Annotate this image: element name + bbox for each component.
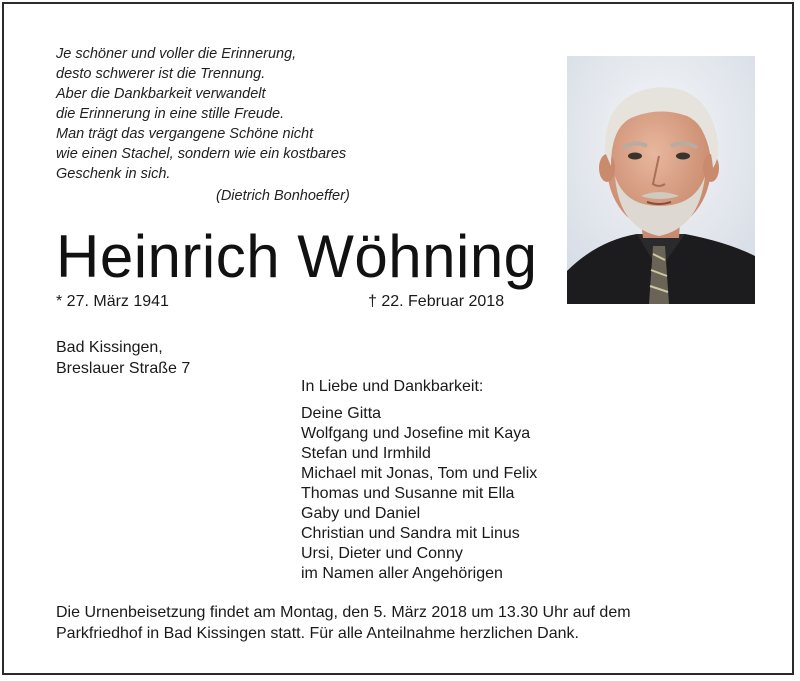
family-member: Deine Gitta [301,405,382,422]
family-member: Ursi, Dieter und Conny [301,545,463,562]
family-member: Michael mit Jonas, Tom und Felix [301,465,538,482]
poem-author: (Dietrich Bonhoeffer) [216,188,350,204]
notice-line: Die Urnenbeisetzung findet am Montag, den 5. März 2018 um 13.30 Uhr auf dem [56,604,631,621]
memorial-poem [56,44,386,206]
family-member: Wolfgang und Josefine mit Kaya [301,425,531,442]
address-city: Bad Kissingen, [56,339,163,356]
deceased-name: Heinrich Wöhning [56,223,538,290]
family-member: Stefan und Irmhild [301,445,431,462]
poem-line: desto schwerer ist die Trennung. [56,66,266,82]
family-heading: In Liebe und Dankbarkeit: [301,378,484,395]
address-street: Breslauer Straße 7 [56,360,191,377]
family-member: Thomas und Susanne mit Ella [301,485,515,502]
portrait-illustration [567,56,755,304]
family-member: Christian und Sandra mit Linus [301,525,520,542]
poem-line: die Erinnerung in eine stille Freude. [56,106,285,122]
poem-line: Aber die Dankbarkeit verwandelt [56,86,266,102]
poem-line: Geschenk in sich. [56,166,171,182]
obituary-card [2,2,794,675]
portrait-photo [567,56,755,304]
birth-date: * 27. März 1941 [56,293,169,310]
family-member: Gaby und Daniel [301,505,421,522]
poem-line: Je schöner und voller die Erinnerung, [56,46,297,62]
poem-line: Man trägt das vergangene Schöne nicht [56,126,314,142]
death-date: † 22. Februar 2018 [368,293,505,310]
poem-line: wie einen Stachel, sondern wie ein kostbares [56,146,347,162]
family-list [301,377,537,584]
address-block [56,337,190,379]
funeral-notice [56,602,756,644]
notice-line: Parkfriedhof in Bad Kissingen statt. Für alle Anteilnahme herzlichen Dank. [56,625,579,642]
family-member: im Namen aller Angehörigen [301,565,503,582]
